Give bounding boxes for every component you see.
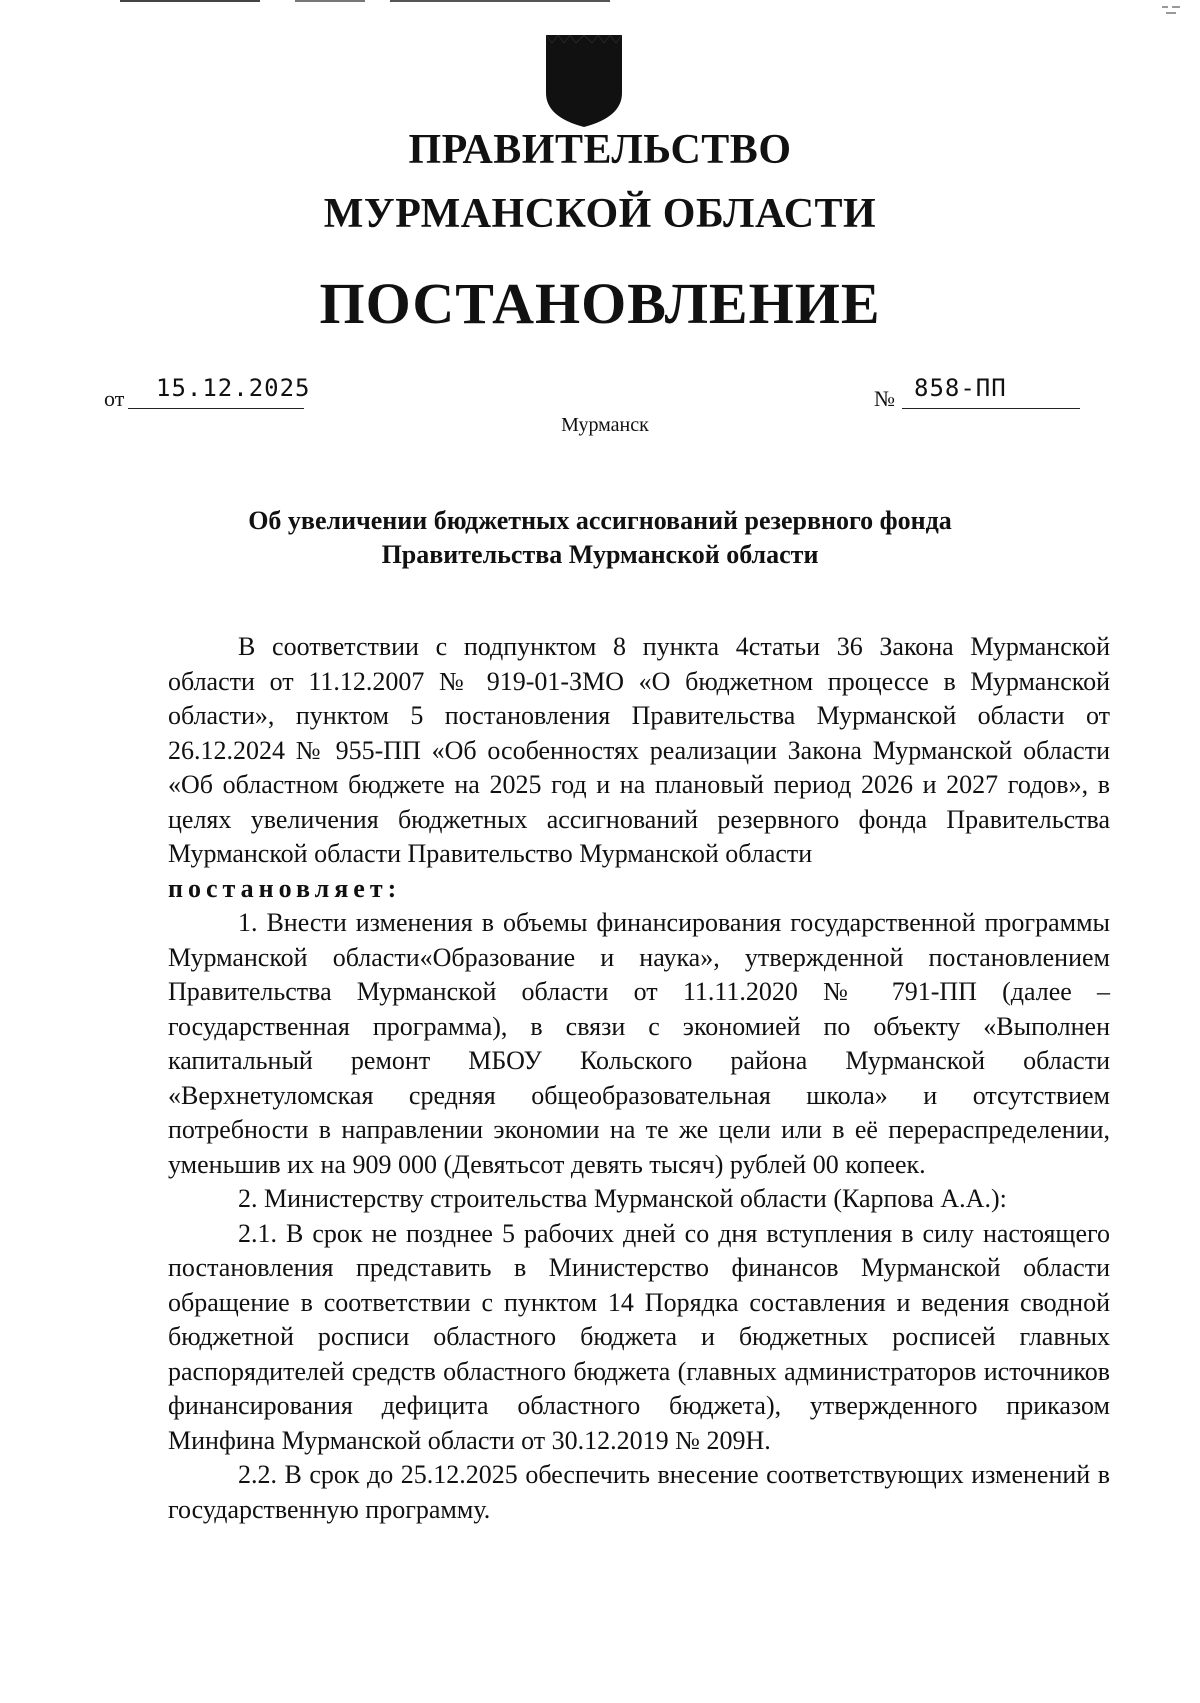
scan-artifact-corner — [1160, 4, 1182, 16]
item-2-2-paragraph: 2.2. В срок до 25.12.2025 обеспечить внесение соответствующих изменений в государственную программу. — [168, 1460, 1110, 1524]
item-2-1-paragraph: 2.1. В срок не позднее 5 рабочих дней со дня вступления в силу настоящего постановления представить в Министерство финансов Мурманской области обращение в соответствии с пунктом 14 Порядка составления и ведения сводной бюджетной росписи областного бюджета и бюджетных росписей главных распорядителей средств областного бюджета (главных администраторов источников финансирования дефицита областного бюджета), утвержденного приказом Минфина Мурманской области от 30.12.2019 № 209Н. — [168, 1218, 1110, 1455]
number-field — [902, 374, 1080, 409]
document-date: 15.12.2025 — [156, 374, 311, 402]
organization-name-line2: МУРМАНСКОЙ ОБЛАСТИ — [323, 191, 877, 237]
organization-name-line1: ПРАВИТЕЛЬСТВО — [408, 127, 792, 173]
document-meta-row — [0, 374, 1200, 418]
date-field — [128, 374, 311, 409]
document-number: 858-ПП — [914, 374, 1007, 402]
document-title-line2: Правительства Мурманской области — [381, 540, 819, 569]
item-2-paragraph: 2. Министерству строительства Мурманской области (Карпова А.А.): — [238, 1184, 1007, 1213]
document-type-heading: ПОСТАНОВЛЕНИЕ — [319, 271, 881, 336]
decree-word: постановляет: — [168, 873, 402, 903]
preamble-paragraph: В соответствии с подпунктом 8 пункта 4статьи 36 Закона Мурманской области от 11.12.2007 № 919-01-ЗМО «О бюджетном процессе в Мурманской области», пунктом 5 постановления Правительства Мурманской области от 26.12.2024 № 955-ПП «Об особенностях реализации Закона Мурманской области «Об областном бюджете на 2025 год и на плановый период 2026 и 2027 годов», в целях увеличения бюджетных ассигнований резервного фонда Правительства Мурманской области Правительство Мурманской области — [168, 632, 1110, 868]
number-prefix: № — [874, 386, 895, 411]
document-title — [0, 504, 1200, 572]
date-prefix: от — [104, 386, 125, 411]
city-name: Мурманск — [561, 414, 649, 436]
coat-of-arms-emblem — [544, 33, 624, 129]
item-1-paragraph: 1. Внести изменения в объемы финансирования государственной программы Мурманской области«Образование и наука», утвержденной постановлением Правительства Мурманской области от 11.11.2020 № 791-ПП (далее – государственная программа), в связи с экономией по объекту «Выполнен капитальный ремонт МБОУ Кольского района Мурманской области «Верхнетуломская средняя общеобразовательная школа» и отсутствием потребности в направлении экономии на те же цели или в её перераспределении, уменьшив их на 909 000 (Девятьсот девять тысяч) рублей 00 копеек. — [168, 908, 1110, 1179]
document-body — [168, 630, 1110, 1527]
document-title-line1: Об увеличении бюджетных ассигнований резервного фонда — [248, 506, 952, 535]
scan-artifact-marks — [120, 0, 520, 4]
